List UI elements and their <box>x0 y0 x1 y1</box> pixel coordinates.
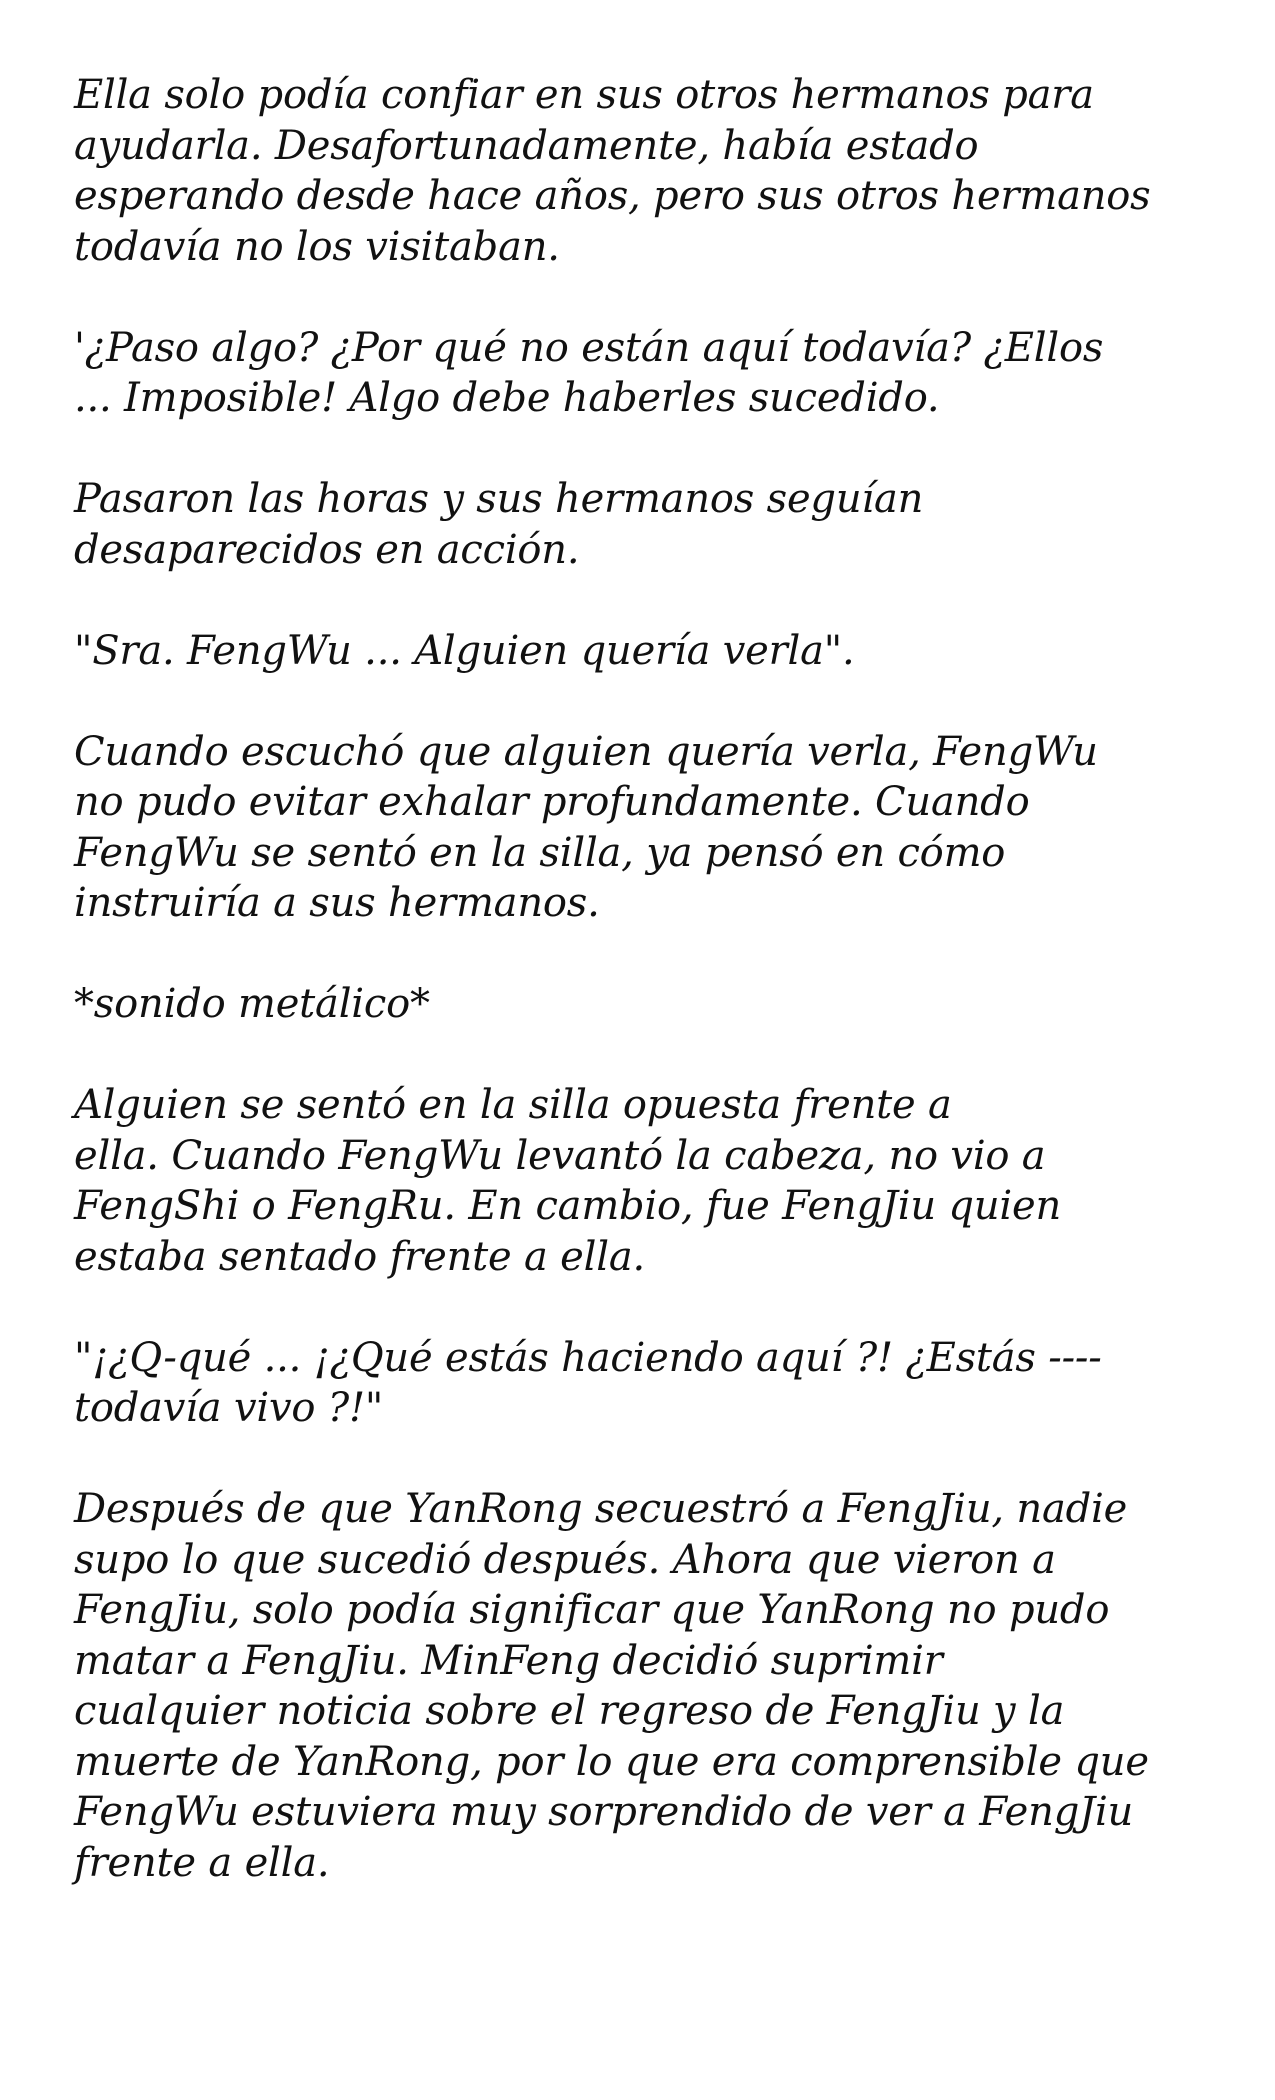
paragraph-6: *sonido metálico* <box>74 981 430 1027</box>
paragraph-5: Cuando escuchó que alguien quería verla, FengWu no pudo evitar exhalar profundamente. Cuando FengWu se sentó en la silla, ya pensó en cómo instruiría a sus hermanos. <box>74 728 1098 926</box>
paragraph-4: "Sra. FengWu ... Alguien quería verla". <box>74 627 855 674</box>
paragraph-2: '¿Paso algo? ¿Por qué no están aquí todavía? ¿Ellos ... Imposible! Algo debe haberles sucedido. <box>74 324 1104 421</box>
paragraph-1: Ella solo podía confiar en sus otros hermanos para ayudarla. Desafortunadamente, había estado esperando desde hace años, pero sus otros hermanos todavía no los visitaban. <box>74 72 1151 270</box>
paragraph-7: Alguien se sentó en la silla opuesta frente a ella. Cuando FengWu levantó la cabeza, no vio a FengShi o FengRu. En cambio, fue FengJiu quien estaba sentado frente a ella. <box>74 1082 1062 1280</box>
paragraph-3: Pasaron las horas y sus hermanos seguían desaparecidos en acción. <box>74 476 924 573</box>
paragraph-8: "¡¿Q-qué ... ¡¿Qué estás haciendo aquí ?! ¿Estás ---- todavía vivo ?!" <box>74 1334 1102 1431</box>
paragraph-9: Después de que YanRong secuestró a FengJiu, nadie supo lo que sucedió después. Ahora que vieron a FengJiu, solo podía significar que YanRong no pudo matar a FengJiu. MinFeng decidió suprimir cualquier noticia sobre el regreso de FengJiu y la muerte de YanRong, por lo que era comprensible que FengWu estuviera muy sorprendido de ver a FengJiu frente a ella. <box>74 1486 1149 1886</box>
document-page <box>74 70 1214 1888</box>
